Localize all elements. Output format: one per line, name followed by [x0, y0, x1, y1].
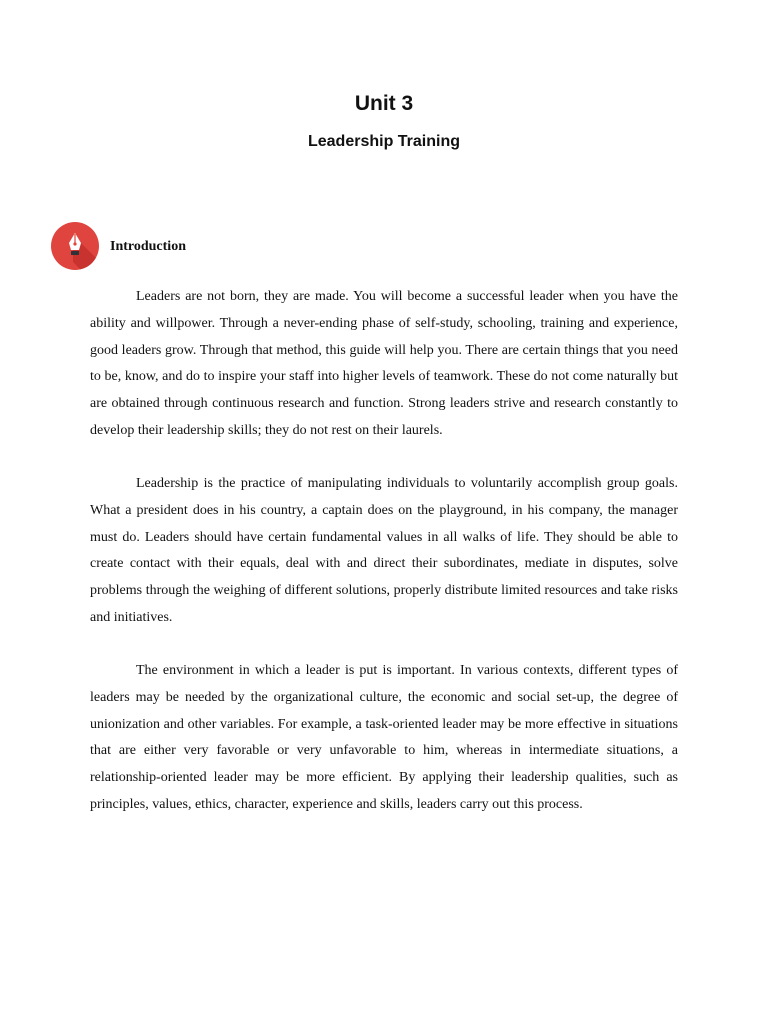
paragraph: The environment in which a leader is put is important. In various contexts, different types of leaders may be needed by the organizational culture, the economic and social set-up, the degree of unionization and other variables. For example, a task-oriented leader may be more effective in situations that are either very favorable or very unfavorable to him, whereas in intermediate situations, a relationship-oriented leader may be more efficient. By applying their leadership qualities, such as principles, values, ethics, character, experience and skills, leaders carry out this process. — [90, 663, 678, 812]
section-header — [51, 222, 186, 270]
paragraph: Leadership is the practice of manipulating individuals to voluntarily accomplish group goals. What a president does in his country, a captain does on the playground, in his company, the manager must do. Leaders should have certain fundamental values in all walks of life. They should be able to create contact with their equals, deal with and direct their subordinates, mediate in disputes, solve problems through the weighing of different solutions, properly distribute limited resources and take risks and initiatives. — [90, 476, 678, 625]
unit-subtitle: Leadership Training — [307, 133, 461, 150]
section-title: Introduction — [110, 239, 186, 254]
unit-title: Unit 3 — [354, 92, 414, 115]
paragraph: Leaders are not born, they are made. You will become a successful leader when you have the ability and willpower. Through a never-ending phase of self-study, schooling, training and experience, good leaders grow. Through that method, this guide will help you. There are certain things that you need to be, know, and do to inspire your staff into higher levels of teamwork. These do not come naturally but are obtained through continuous research and function. Strong leaders strive and research constantly to develop their leadership skills; they do not rest on their laurels. — [90, 289, 678, 438]
pen-nib-icon — [51, 222, 99, 270]
